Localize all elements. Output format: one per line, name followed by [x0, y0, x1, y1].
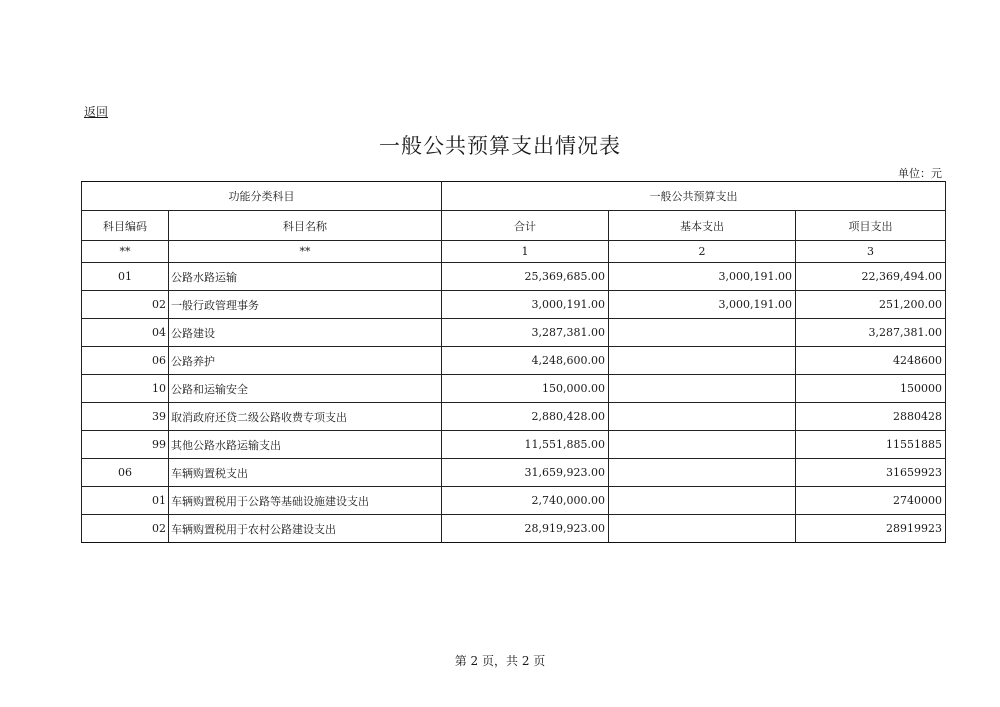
table-row — [82, 459, 946, 487]
row-project: 2880428 — [796, 403, 946, 431]
row-code: 02 — [82, 291, 169, 319]
row-name: 车辆购置税支出 — [169, 459, 442, 487]
row-basic — [609, 375, 796, 403]
row-name: 公路建设 — [169, 319, 442, 347]
row-name: 公路水路运输 — [169, 263, 442, 291]
row-total: 11,551,885.00 — [442, 431, 609, 459]
row-name: 一般行政管理事务 — [169, 291, 442, 319]
row-project: 2740000 — [796, 487, 946, 515]
row-project: 22,369,494.00 — [796, 263, 946, 291]
row-name: 取消政府还贷二级公路收费专项支出 — [169, 403, 442, 431]
row-total: 3,000,191.00 — [442, 291, 609, 319]
row-name: 公路和运输安全 — [169, 375, 442, 403]
row-code: 39 — [82, 403, 169, 431]
header-general-budget: 一般公共预算支出 — [442, 182, 946, 211]
table-row — [82, 263, 946, 291]
table-row — [82, 487, 946, 515]
row-code: 99 — [82, 431, 169, 459]
table-row — [82, 291, 946, 319]
header-name: 科目名称 — [169, 211, 442, 241]
row-total: 2,740,000.00 — [442, 487, 609, 515]
row-total: 150,000.00 — [442, 375, 609, 403]
row-name: 车辆购置税用于公路等基础设施建设支出 — [169, 487, 442, 515]
row-basic — [609, 347, 796, 375]
page-footer: 第 2 页，共 2 页 — [454, 654, 546, 668]
table-row — [82, 431, 946, 459]
header-func-category: 功能分类科目 — [82, 182, 442, 211]
header-row-groups — [82, 182, 946, 211]
row-basic: 3,000,191.00 — [609, 291, 796, 319]
table-row — [82, 375, 946, 403]
header-code-marker: ** — [82, 241, 169, 263]
row-basic — [609, 431, 796, 459]
header-code: 科目编码 — [82, 211, 169, 241]
row-project: 251,200.00 — [796, 291, 946, 319]
table-row — [82, 347, 946, 375]
row-basic — [609, 515, 796, 543]
row-basic — [609, 459, 796, 487]
row-name: 车辆购置税用于农村公路建设支出 — [169, 515, 442, 543]
row-total: 25,369,685.00 — [442, 263, 609, 291]
row-basic — [609, 487, 796, 515]
row-project: 150000 — [796, 375, 946, 403]
unit-label: 单位：元 — [898, 167, 942, 180]
row-project: 28919923 — [796, 515, 946, 543]
table-row — [82, 319, 946, 347]
row-code: 06 — [82, 347, 169, 375]
row-total: 31,659,923.00 — [442, 459, 609, 487]
header-row-columns — [82, 211, 946, 241]
row-project: 3,287,381.00 — [796, 319, 946, 347]
row-total: 4,248,600.00 — [442, 347, 609, 375]
row-project: 31659923 — [796, 459, 946, 487]
header-total-index: 1 — [442, 241, 609, 263]
row-total: 28,919,923.00 — [442, 515, 609, 543]
row-name: 其他公路水路运输支出 — [169, 431, 442, 459]
row-total: 3,287,381.00 — [442, 319, 609, 347]
table-row — [82, 403, 946, 431]
row-code: 06 — [82, 459, 169, 487]
row-basic: 3,000,191.00 — [609, 263, 796, 291]
row-project: 4248600 — [796, 347, 946, 375]
row-name: 公路养护 — [169, 347, 442, 375]
header-basic-index: 2 — [609, 241, 796, 263]
row-total: 2,880,428.00 — [442, 403, 609, 431]
row-code: 01 — [82, 487, 169, 515]
row-code: 10 — [82, 375, 169, 403]
header-name-marker: ** — [169, 241, 442, 263]
row-basic — [609, 403, 796, 431]
header-basic: 基本支出 — [609, 211, 796, 241]
header-total: 合计 — [442, 211, 609, 241]
row-code: 01 — [82, 263, 169, 291]
header-project-index: 3 — [796, 241, 946, 263]
row-project: 11551885 — [796, 431, 946, 459]
row-basic — [609, 319, 796, 347]
back-link[interactable]: 返回 — [84, 105, 109, 119]
table-row — [82, 515, 946, 543]
header-project: 项目支出 — [796, 211, 946, 241]
header-row-index — [82, 241, 946, 263]
budget-table — [81, 181, 946, 543]
page-title: 一般公共预算支出情况表 — [379, 134, 621, 158]
row-code: 02 — [82, 515, 169, 543]
row-code: 04 — [82, 319, 169, 347]
